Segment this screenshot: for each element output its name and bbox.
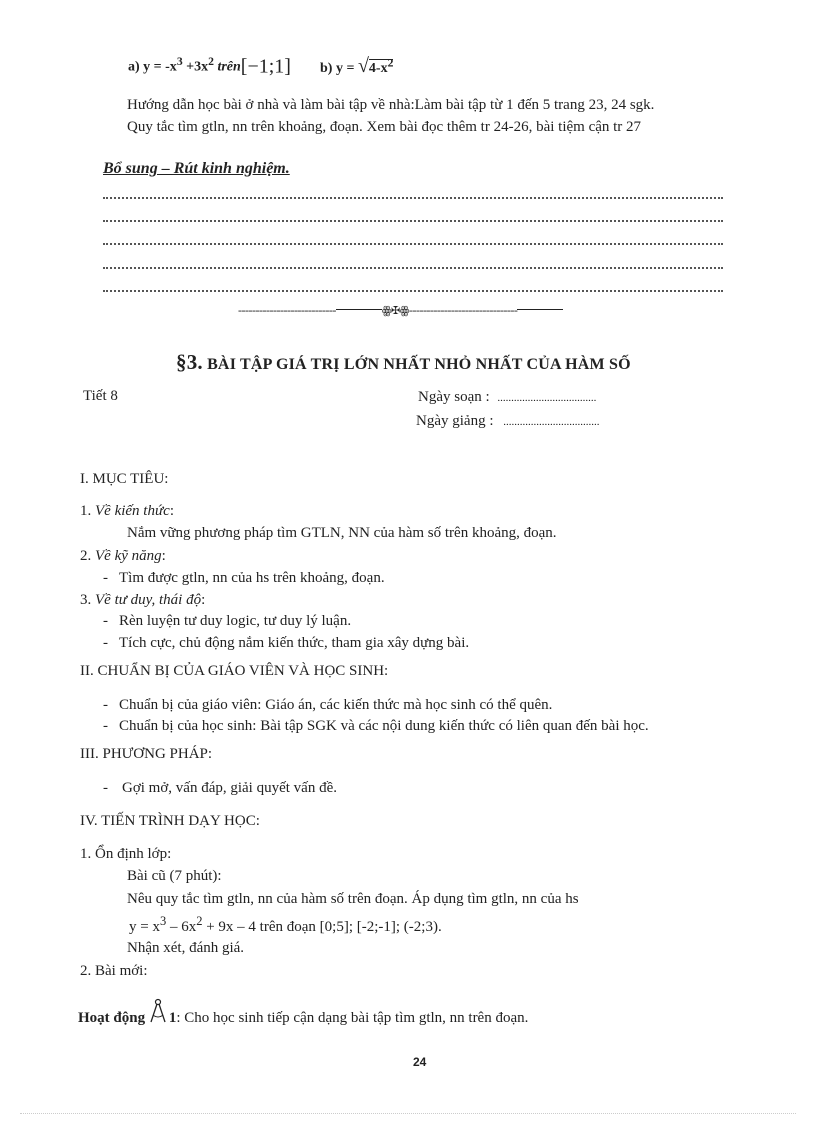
attitude-num: 3. [80, 592, 95, 608]
old-lesson-question: Nêu quy tắc tìm gtln, nn của hàm số trên đoạn. Áp dụng tìm gtln, nn của hs [127, 891, 579, 907]
equation-part: – 6x [166, 919, 197, 935]
formula-b-radicand: 4-x [368, 61, 388, 76]
preparation-item-text: Chuẩn bị của học sinh: Bài tập SGK và các nội dung kiến thức có liên quan đến bài học. [119, 718, 649, 734]
separator [238, 303, 563, 318]
equation-part: y = x [129, 919, 160, 935]
formula-a-y: y = -x [143, 59, 177, 75]
period: Tiết 8 [83, 388, 118, 404]
equation-exp: 2 [196, 914, 203, 928]
method-item-text: Gợi mở, vấn đáp, giải quyết vấn đề. [122, 780, 337, 796]
knowledge-label: Về kiến thức [95, 503, 170, 519]
dotted-line [103, 240, 723, 245]
homework-line-1: Hướng dẫn học bài ở nhà và làm bài tập về nhà:Làm bài tập từ 1 đến 5 trang 23, 24 sgk. [127, 97, 655, 113]
attitude-label: Về tư duy, thái độ [95, 592, 202, 608]
skills-item [103, 570, 385, 587]
activity-1 [78, 998, 528, 1029]
skills-num: 2. [80, 548, 95, 564]
skills-item-text: Tìm được gtln, nn của hs trên khoảng, đoạn. [119, 570, 385, 586]
separator-rule [517, 309, 563, 310]
attitude-item [103, 613, 351, 630]
homework-line-2: Quy tắc tìm gtln, nn trên khoảng, đoạn. Xem bài đọc thêm tr 24-26, bài tiệm cận tr 27 [127, 119, 642, 135]
dotted-line [103, 287, 723, 292]
skills-heading: 2. Về kỹ năng: [80, 548, 166, 564]
activity-text: : Cho học sinh tiếp cận dạng bài tập tìm gtln, nn trên đoạn. [176, 1010, 529, 1026]
process-heading: IV. TIẾN TRÌNH DẠY HỌC: [80, 813, 260, 829]
date-taught [416, 413, 599, 430]
bullet: - [103, 718, 108, 734]
knowledge-heading: 1. Về kiến thức: [80, 503, 174, 519]
formula-b-y: y = [335, 61, 358, 76]
date-taught-label: Ngày giảng : [416, 413, 494, 429]
formula-a-label: a) [128, 59, 140, 75]
sqrt-sign: √ [357, 55, 369, 77]
formula-a [128, 55, 291, 79]
bullet: - [103, 780, 108, 796]
formula-a-mid: +3x [182, 59, 209, 75]
old-lesson-equation [129, 914, 442, 936]
lesson-title-text: BÀI TẬP GIÁ TRỊ LỚN NHẤT NHỎ NHẤT CỦA HÀM SỐ [207, 356, 631, 373]
formula-a-exp1: 3 [176, 55, 183, 68]
dotted-line [103, 194, 723, 199]
attitude-item [103, 635, 469, 652]
bullet: - [103, 570, 108, 586]
knowledge-num: 1. [80, 503, 95, 519]
preparation-item [103, 697, 552, 714]
preparation-heading: II. CHUẨN BỊ CỦA GIÁO VIÊN VÀ HỌC SINH: [80, 663, 389, 679]
formula-a-interval: [−1;1] [240, 55, 291, 78]
step-2: 2. Bài mới: [80, 963, 148, 979]
compass-icon [149, 998, 169, 1029]
separator-left: ---------------------------- [238, 303, 336, 317]
formula-a-tren: trên [213, 59, 241, 75]
bullet: - [103, 613, 108, 629]
attitude-heading: 3. Về tư duy, thái độ: [80, 592, 206, 608]
method-item [103, 780, 337, 797]
evaluate: Nhận xét, đánh giá. [127, 940, 245, 956]
activity-label: Hoạt động [78, 1010, 146, 1026]
dotted-line [103, 217, 723, 222]
knowledge-item: Nắm vững phương pháp tìm GTLN, NN của hàm số trên khoảng, đoạn. [127, 525, 557, 541]
equation-exp: 3 [159, 914, 167, 928]
attitude-item-text: Tích cực, chủ động nắm kiến thức, tham gia xây dựng bài. [119, 635, 470, 651]
separator-right: ------------------------------- [408, 303, 518, 317]
supplement-title: Bổ sung – Rút kinh nghiệm. [103, 160, 290, 177]
attitude-item-text: Rèn luyện tư duy logic, tư duy lý luận. [119, 613, 352, 629]
footer-line [20, 1113, 796, 1114]
date-prepared-value: .................................... [497, 392, 597, 404]
old-lesson: Bài cũ (7 phút): [127, 868, 222, 884]
preparation-item-text: Chuẩn bị của giáo viên: Giáo án, các kiến thức mà học sinh có thể quên. [119, 697, 553, 713]
objectives-heading: I. MỤC TIÊU: [80, 471, 169, 487]
bullet: - [103, 697, 108, 713]
formula-b [320, 55, 393, 78]
dotted-line [103, 264, 723, 269]
section-number: §3. [176, 350, 203, 374]
skills-label: Về kỹ năng [95, 548, 162, 564]
separator-rule [336, 309, 382, 310]
method-heading: III. PHƯƠNG PHÁP: [80, 746, 213, 762]
ornament-icon: ꙮ✠ꙮ [381, 305, 409, 317]
date-taught-value: ................................... [503, 416, 600, 428]
lesson-title [176, 350, 631, 375]
date-prepared [418, 389, 596, 406]
date-prepared-label: Ngày soạn : [418, 389, 490, 405]
formula-b-label: b) [320, 61, 333, 76]
bullet: - [103, 635, 108, 651]
activity-num: 1 [168, 1010, 177, 1026]
equation-part: + 9x – 4 trên đoạn [0;5]; [-2;-1]; (-2;3). [202, 919, 442, 935]
formula-a-exp2: 2 [208, 55, 214, 68]
preparation-item [103, 718, 649, 735]
page-number: 24 [413, 1055, 427, 1069]
formula-b-exp: 2 [387, 56, 394, 70]
step-1: 1. Ổn định lớp: [80, 846, 172, 862]
